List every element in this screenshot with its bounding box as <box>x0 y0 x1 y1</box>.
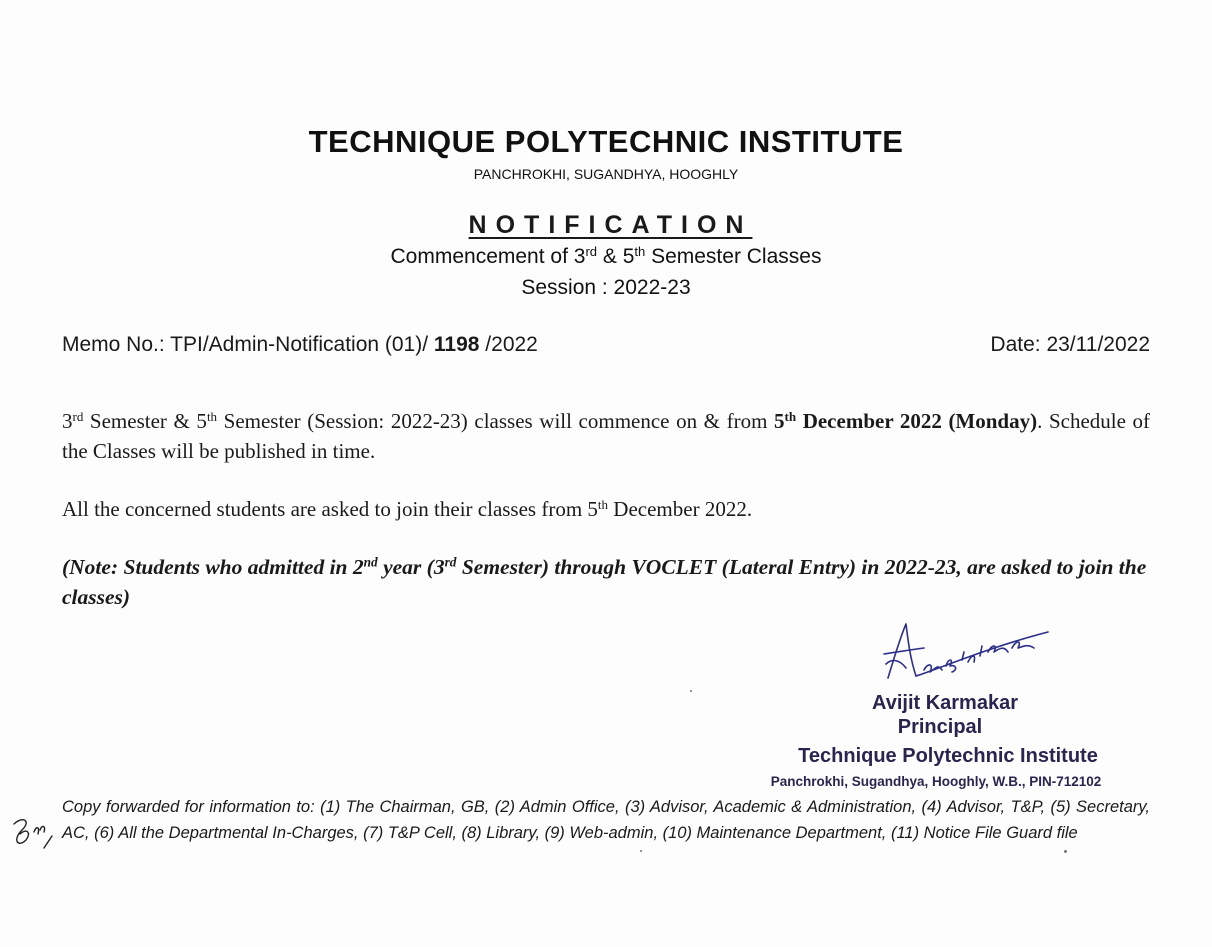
p2-text-b: December 2022. <box>608 497 753 521</box>
subject-text-3: Semester Classes <box>645 245 822 268</box>
memo-prefix: Memo No.: TPI/Admin-Notification (01)/ <box>62 333 434 356</box>
paragraph-commencement <box>62 406 1150 466</box>
memo-suffix: /2022 <box>479 333 538 356</box>
p2-text-a: All the concerned students are asked to join their classes from 5 <box>62 497 598 521</box>
p1-bold-sup: th <box>784 408 797 424</box>
notification-subject <box>0 245 1212 269</box>
p1-text-b: Semester & 5 <box>83 409 207 433</box>
signatory-address: Panchrokhi, Sugandhya, Hooghly, W.B., PIN-712102 <box>770 774 1102 789</box>
institute-address: PANCHROKHI, SUGANDHYA, HOOGHLY <box>473 166 739 182</box>
note-text-b: year (3 <box>377 555 445 579</box>
note-sup-b: rd <box>444 554 457 570</box>
notification-title <box>0 211 1212 240</box>
p1-text-c: Semester (Session: 2022-23) classes will commence on & from <box>217 409 775 433</box>
signatory-institute: Technique Polytechnic Institute <box>798 745 1098 767</box>
p1-bold-a: 5 <box>774 409 785 433</box>
note-text-a: (Note: Students who admitted in 2 <box>62 555 364 579</box>
copy-forwarded-list: Copy forwarded for information to: (1) The Chairman, GB, (2) Admin Office, (3) Advisor, Academic & Administration, (4) Advisor, T&P, (5) Secretary, AC, (6) All the Departmental In-Charges, (7) T&P Cell, (8) Library, (9) Web-admin, (10) Maintenance Department, (11) Notice File Guard file <box>62 798 1150 842</box>
p1-sup-a: rd <box>72 408 84 424</box>
scan-speck <box>1064 850 1067 853</box>
initials-mark <box>8 810 56 852</box>
subject-text-2: & 5 <box>597 245 635 268</box>
p1-bold-b: December 2022 (Monday) <box>796 409 1038 433</box>
note-sup-a: nd <box>363 554 378 570</box>
memo-number <box>62 333 538 357</box>
institute-name: TECHNIQUE POLYTECHNIC INSTITUTE <box>308 124 904 159</box>
p1-bold-date <box>774 409 1037 433</box>
p1-text-a: 3 <box>62 409 73 433</box>
paragraph-join <box>62 494 1150 524</box>
subject-sup-2: th <box>634 243 646 259</box>
session-label: Session : 2022-23 <box>521 276 691 299</box>
subject-text-1: Commencement of 3 <box>390 245 586 268</box>
scan-speck <box>690 690 692 692</box>
subject-sup-1: rd <box>585 243 598 259</box>
signature <box>876 618 1056 690</box>
memo-number-value: 1198 <box>433 333 480 356</box>
memo-date: Date: 23/11/2022 <box>990 333 1150 356</box>
p1-sup-b: th <box>206 408 218 424</box>
p2-sup: th <box>597 496 609 512</box>
signatory-designation: Principal <box>897 716 983 738</box>
note-lateral-entry <box>62 552 1150 612</box>
scan-speck <box>640 850 642 852</box>
notification-title-text: NOTIFICATION <box>468 211 753 239</box>
signatory-name: Avijit Karmakar <box>872 692 1018 714</box>
note-text-c: Semester) through VOCLET (Lateral Entry) in 2022-23, are asked to join the classes) <box>62 555 1147 609</box>
p1-text-d: . Schedule of the Classes will be published in time. <box>62 409 1151 463</box>
